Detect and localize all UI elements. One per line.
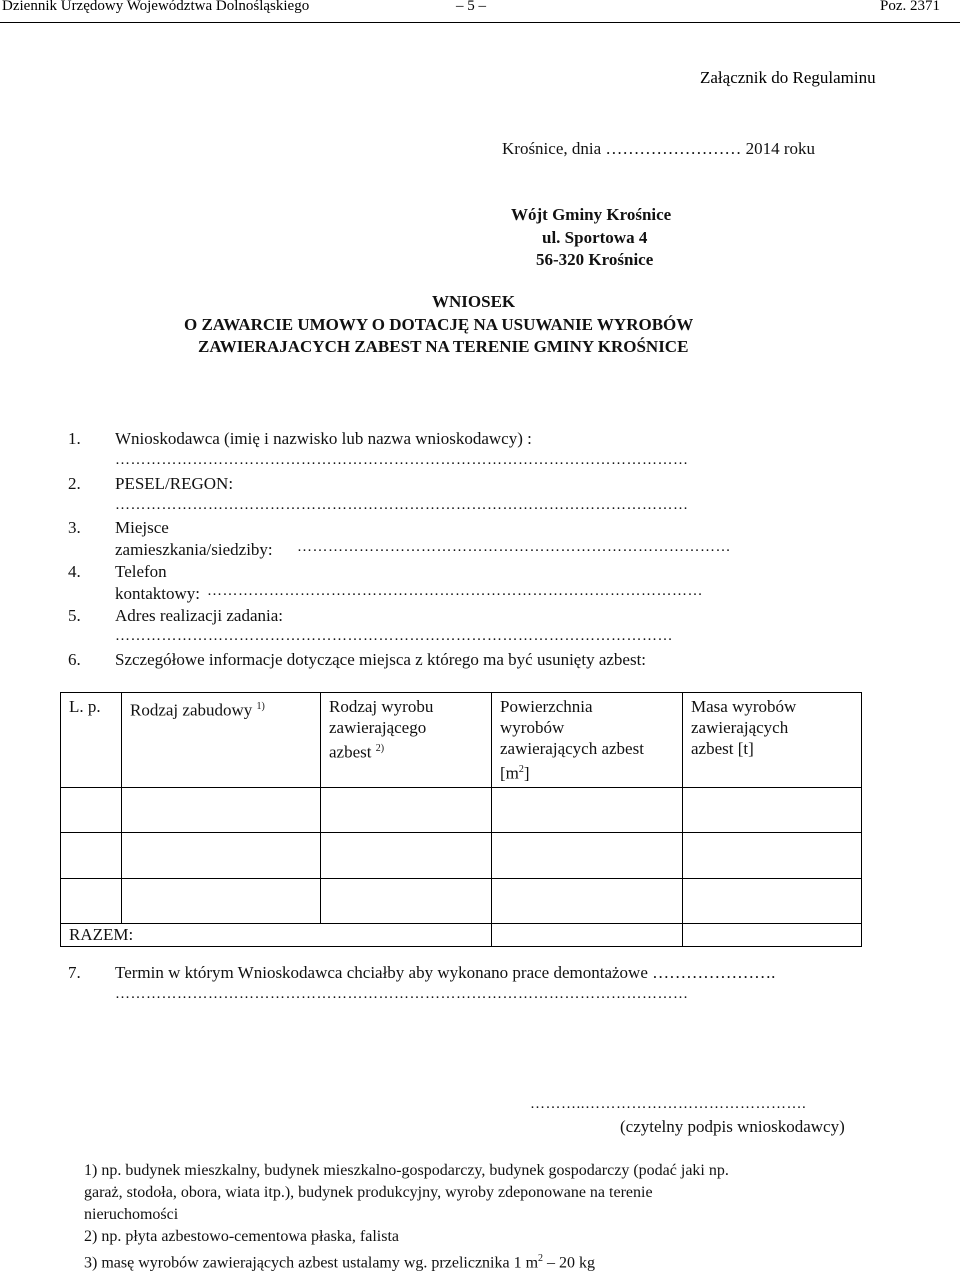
table-row bbox=[61, 787, 862, 832]
address-field[interactable]: ……………………………………………………………………………………………… bbox=[115, 628, 673, 644]
item-number: 7. bbox=[68, 963, 81, 982]
addressee-street: ul. Sportowa 4 bbox=[542, 228, 648, 247]
details-label: Szczegółowe informacje dotyczące miejsca z którego ma być usunięty azbest: bbox=[115, 650, 647, 669]
addressee-name: Wójt Gminy Krośnice bbox=[511, 205, 672, 224]
table-cell[interactable] bbox=[122, 787, 321, 832]
phone-field[interactable]: …………………………………………………………………………………… bbox=[207, 583, 703, 599]
footnote-2: 2) np. płyta azbestowo-cementowa płaska, falista bbox=[84, 1228, 399, 1245]
col-header-product-type: Rodzaj wyrobu zawierającego azbest $^{2)}$ bbox=[321, 693, 492, 788]
phone-label: Telefon bbox=[115, 562, 167, 581]
phone-label-cont: kontaktowy: bbox=[115, 584, 200, 603]
header-rule bbox=[0, 22, 960, 23]
residence-label-cont: zamieszkania/siedziby: bbox=[115, 540, 273, 559]
item-number: 1. bbox=[68, 429, 81, 448]
table-cell[interactable] bbox=[492, 787, 683, 832]
deadline-label: Termin w którym Wnioskodawca chciałby aby wykonano prace demontażowe …………………. bbox=[115, 963, 776, 982]
table-cell[interactable] bbox=[122, 832, 321, 878]
col-header-mass: Masa wyrobów zawierających azbest [t] bbox=[683, 693, 862, 788]
applicant-label: Wnioskodawca (imię i nazwisko lub nazwa wnioskodawcy) : bbox=[115, 429, 532, 448]
addressee-city: 56-320 Krośnice bbox=[536, 250, 654, 269]
deadline-field[interactable]: ………………………………………………………………………………………………… bbox=[115, 986, 689, 1002]
table-cell[interactable] bbox=[492, 878, 683, 923]
pesel-label: PESEL/REGON: bbox=[115, 474, 234, 493]
date-line: Krośnice, dnia …………………… 2014 roku bbox=[502, 139, 816, 158]
footnotes bbox=[84, 1160, 729, 1274]
table-cell[interactable] bbox=[683, 787, 862, 832]
table-cell[interactable] bbox=[122, 878, 321, 923]
table-cell[interactable] bbox=[61, 787, 122, 832]
table-cell[interactable] bbox=[683, 878, 862, 923]
col-header-lp: L. p. bbox=[61, 693, 122, 788]
title-line-3: ZAWIERAJACYCH ZABEST NA TERENIE GMINY KROŚNICE bbox=[198, 337, 689, 356]
annex-label: Załącznik do Regulaminu bbox=[700, 68, 876, 87]
table-cell[interactable] bbox=[61, 832, 122, 878]
footnote-3: 3) masę wyrobów zawierających azbest ustalamy wg. przelicznika 1 $m^2 - 20$ kg bbox=[84, 1253, 596, 1272]
item-number: 3. bbox=[68, 518, 81, 537]
col-header-area: Powierzchnia wyrobów zawierających azbest $[m^2]$ bbox=[492, 693, 683, 788]
asbestos-table bbox=[60, 692, 862, 947]
page-number: – 5 – bbox=[456, 0, 486, 14]
item-number: 2. bbox=[68, 474, 81, 493]
table-cell[interactable] bbox=[321, 878, 492, 923]
footnote-1-line-2: garaż, stodoła, obora, wiata itp.), budynek produkcyjny, wyroby zdeponowane na terenie bbox=[84, 1184, 653, 1201]
table-cell[interactable] bbox=[683, 832, 862, 878]
item-number: 6. bbox=[68, 650, 81, 669]
title-line-2: O ZAWARCIE UMOWY O DOTACJĘ NA USUWANIE WYROBÓW bbox=[184, 315, 694, 334]
residence-label: Miejsce bbox=[115, 518, 169, 537]
signature-label: (czytelny podpis wnioskodawcy) bbox=[620, 1117, 845, 1136]
table-cell[interactable] bbox=[61, 878, 122, 923]
pesel-field[interactable]: ………………………………………………………………………………………………… bbox=[115, 497, 689, 513]
total-label: RAZEM: bbox=[61, 923, 492, 946]
residence-field[interactable]: ………………………………………………………………………… bbox=[297, 539, 731, 555]
title-line-1: WNIOSEK bbox=[432, 292, 516, 311]
total-area-cell[interactable] bbox=[492, 923, 683, 946]
table-header-row bbox=[61, 693, 862, 788]
signature-field[interactable]: ………..……………………………………. bbox=[530, 1096, 807, 1112]
table-total-row bbox=[61, 923, 862, 946]
footnote-1-line-3: nieruchomości bbox=[84, 1206, 179, 1223]
item-number: 4. bbox=[68, 562, 81, 581]
col-header-building-type: Rodzaj zabudowy $^{1)}$ bbox=[122, 693, 321, 788]
footnote-1-line-1: 1) np. budynek mieszkalny, budynek mieszkalno-gospodarczy, budynek gospodarczy (podać jaki np. bbox=[84, 1162, 729, 1179]
address-label: Adres realizacji zadania: bbox=[115, 606, 284, 625]
gazette-title: Dziennik Urzędowy Województwa Dolnośląskiego bbox=[2, 0, 310, 14]
total-mass-cell[interactable] bbox=[683, 923, 862, 946]
table-row bbox=[61, 832, 862, 878]
table-cell[interactable] bbox=[321, 787, 492, 832]
table-cell[interactable] bbox=[492, 832, 683, 878]
item-number: 5. bbox=[68, 606, 81, 625]
position-number: Poz. 2371 bbox=[880, 0, 940, 14]
applicant-field[interactable]: ………………………………………………………………………………………………… bbox=[115, 452, 689, 468]
table-cell[interactable] bbox=[321, 832, 492, 878]
table-row bbox=[61, 878, 862, 923]
